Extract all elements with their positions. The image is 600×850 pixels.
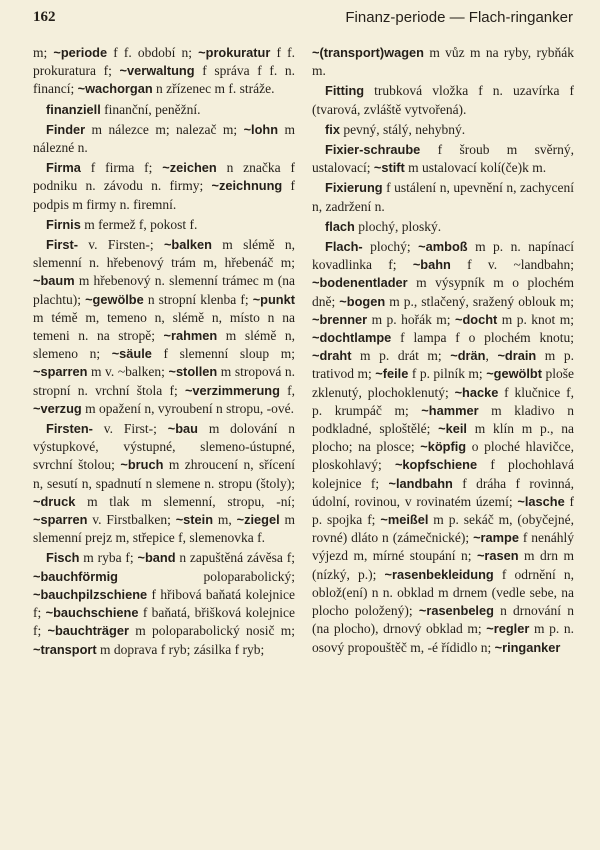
definition-text: m dolování n výstupkové, výstupné, slemeno-ústupné, svrchní štolou; <box>33 421 295 473</box>
headword: ~bruch <box>120 457 164 473</box>
headword: ~bauchpilzschiene <box>33 586 148 602</box>
headword: ~sparren <box>33 512 88 528</box>
definition-text: f firma f; <box>80 160 163 176</box>
definition-text: n zřízenec m f. stráže. <box>152 81 275 97</box>
definition-text: m témě m, temeno n, slémě n, místo n na temeni n. na stropě; <box>33 309 295 344</box>
headword: ~brenner <box>312 311 368 327</box>
definition-text: m ustalovací kolí(če)k m. <box>404 160 547 176</box>
dictionary-entry <box>312 82 574 118</box>
definition-text: f lampa f o plochém knotu; <box>391 330 574 346</box>
definition-text: f šroub m svěrný, ustalovací; <box>312 142 574 176</box>
headword: Fisch <box>46 550 80 566</box>
definition-text: m klín m p., na plocho; na plosce; <box>312 421 574 455</box>
headword: Fixier-schraube <box>325 142 421 158</box>
definition-text: f f. prokuratura f; <box>33 45 295 79</box>
definition-text: v. Firstbalken; <box>87 512 176 528</box>
headword: ~stift <box>373 160 405 176</box>
headword: Finder <box>46 121 86 137</box>
headword: ~feile <box>375 366 409 382</box>
headword: ~ziegel <box>236 512 280 528</box>
headword: ~bogen <box>339 293 386 309</box>
definition-text: m nálezce m; nalezač m; <box>85 121 244 137</box>
headword: ~hammer <box>421 402 479 418</box>
dictionary-entry <box>312 121 574 139</box>
headword: flach <box>325 218 355 234</box>
definition-text: m p. sekáč m, (obyčejné, rovné) dláto n (zámečnické); <box>312 512 574 546</box>
headword: ~zeichen <box>162 160 217 176</box>
headword: ~drain <box>497 348 537 364</box>
headword: ~verzug <box>33 400 82 416</box>
headword: ~landbahn <box>388 475 453 491</box>
headword: ~bauchträger <box>47 623 129 639</box>
headword: ~punkt <box>252 291 295 307</box>
headword: ~säule <box>111 346 152 362</box>
headword: ~transport <box>33 641 97 657</box>
definition-text: f nenáhlý výjezd m, mírné stoupání n; <box>312 530 574 564</box>
dictionary-entry <box>33 121 295 157</box>
definition-text: m p. trativod m; <box>312 348 574 382</box>
headword: ~keil <box>438 421 467 437</box>
definition-text: poloparabolický; <box>117 568 295 584</box>
definition-text: m p. drát m; <box>351 348 451 364</box>
headword: ~rampe <box>473 530 519 546</box>
headword: ~rasen <box>476 548 519 564</box>
definition-text: m slémě n, slemeno n; <box>33 328 295 362</box>
headword: ~druck <box>33 493 76 509</box>
dictionary-entry <box>33 236 295 418</box>
definition-text: f klučnice f, p. krumpáč m; <box>312 384 574 418</box>
headword: ~meißel <box>380 512 429 528</box>
dictionary-entry <box>33 216 295 234</box>
headword: ~bau <box>167 421 198 437</box>
definition-text: n zapuštěná závěsa f; <box>175 550 295 566</box>
definition-text: m p. knot m; <box>497 311 574 327</box>
definition-text: m ryba f; <box>79 550 138 566</box>
definition-text: n stropní klenba f; <box>143 291 253 307</box>
headword: Fixierung <box>325 180 383 196</box>
definition-text: m v. ~balken; <box>87 364 169 380</box>
page-number: 162 <box>33 9 56 25</box>
headword: ~prokuratur <box>198 45 271 60</box>
definition-text: m drn m (nízký, p.); <box>312 548 574 582</box>
headword: ~rahmen <box>163 328 218 344</box>
headword: ~zeichnung <box>211 178 283 194</box>
headword: ~verzimmerung <box>184 382 280 398</box>
definition-text: n drnování n (na plocho), drnový obklad m; <box>312 603 574 637</box>
headword: ~rasenbeleg <box>418 603 494 619</box>
dictionary-entry <box>312 218 574 236</box>
definition-text: v. Firsten-; <box>78 237 164 253</box>
definition-text: ploše zklenutý, plochoklenutý; <box>312 366 574 400</box>
definition-text: v. First-; <box>92 421 168 437</box>
definition-text: f p. spojka f; <box>312 493 574 528</box>
dictionary-entry <box>312 179 574 215</box>
running-title: Finanz-periode — Flach-ringanker <box>345 9 573 26</box>
definition-text: f slemenní sloup m; <box>151 346 295 362</box>
headword: First- <box>46 237 78 253</box>
definition-text: m hřebenový n. slemenní trámec m (na plachtu); <box>33 273 295 307</box>
headword: finanziell <box>46 101 101 117</box>
definition-text: pevný, stálý, nehybný. <box>339 121 466 137</box>
definition-text: f ustálení n, upevnění n, zachycení n, zadržení n. <box>312 180 574 214</box>
headword: ~bauchförmig <box>33 568 118 584</box>
dictionary-entry <box>33 101 295 119</box>
headword: ~lasche <box>517 493 565 509</box>
headword: ~kopfschiene <box>394 457 478 473</box>
definition-text: plochý, ploský. <box>354 218 442 234</box>
definition-text: m; <box>33 45 54 60</box>
headword: ~drän <box>450 348 486 364</box>
dictionary-entry <box>312 141 574 177</box>
headword: ~köpfig <box>420 439 467 455</box>
headword: ~periode <box>53 45 108 60</box>
definition-text: m doprava f ryb; zásilka f ryb; <box>96 641 265 657</box>
definition-text: finanční, peněžní. <box>100 101 201 117</box>
headword: Flach- <box>325 239 363 255</box>
dictionary-entry <box>33 549 295 658</box>
definition-text: , <box>485 348 498 364</box>
definition-text: f baňatá, břišková kolejnice f; <box>33 605 295 639</box>
definition-text: m p. n. osový propouštěč m, -é řídidlo n; <box>312 621 574 655</box>
headword: ~regler <box>486 621 530 637</box>
definition-text: m fermež f, pokost f. <box>80 216 198 232</box>
headword: fix <box>325 121 340 137</box>
headword: ~(transport)wagen <box>312 45 424 60</box>
definition-text: m výsypník m o plochém dně; <box>312 275 574 309</box>
headword: ~gewölbt <box>486 366 542 382</box>
definition-text: f správa f f. n. financí; <box>33 63 295 97</box>
headword: ~baum <box>33 273 75 289</box>
headword: ~sparren <box>33 364 88 380</box>
definition-text: m slémě n, slemenní n. hřebenový trám m, hřebenáč m; <box>33 237 295 271</box>
headword: ~bahn <box>412 257 451 273</box>
definition-text: m kladivo n podkladné, sploštělé; <box>312 402 574 437</box>
headword: ~hacke <box>454 384 499 400</box>
dictionary-entry <box>33 159 295 214</box>
definition-text: m zhroucení n, sřícení n, sesutí n, spadnutí n slemene n. stropu (štoly); <box>33 457 295 491</box>
definition-text: plochý; <box>362 239 419 255</box>
headword: ~stollen <box>168 364 218 380</box>
headword: ~lohn <box>243 121 279 137</box>
definition-text: m, <box>213 512 237 528</box>
definition-text: f odrnění n, oblož(ení) n n. obklad m drnem (vedle sebe, na plocho položený); <box>312 566 574 619</box>
definition-text: f dráha f rovinná, údolní, rovinou, v rovinatém území; <box>312 475 574 509</box>
definition-text: m p. hořák m; <box>367 311 455 327</box>
headword: Firsten- <box>46 421 93 437</box>
headword: ~verwaltung <box>119 63 195 79</box>
definition-text: f podpis m firmy n. firemní. <box>33 178 295 212</box>
running-header <box>33 9 573 31</box>
definition-text: m vůz m na ryby, rybňák m. <box>312 45 574 79</box>
dictionary-entry <box>312 238 574 657</box>
definition-text: f hřibová baňatá kolejnice f; <box>33 586 295 621</box>
definition-text: f plochohlavá kolejnice f; <box>312 457 574 491</box>
headword: ~bodenentlader <box>312 275 408 291</box>
definition-text: m opažení n, vyroubení n stropu, -ové. <box>81 400 294 416</box>
definition-text: m p. n. napínací kovadlinka f; <box>312 239 574 273</box>
definition-text: m nálezné n. <box>33 121 295 156</box>
definition-text: n značka f podniku n. závodu n. firmy; <box>33 160 295 194</box>
definition-text: m poloparabolický nosič m; <box>128 623 295 639</box>
definition-text: m slemenní prejz m, střepice f, slemenovka f. <box>33 512 295 546</box>
headword: ~gewölbe <box>85 291 144 307</box>
headword: ~docht <box>455 311 498 327</box>
left-column <box>33 44 295 834</box>
definition-text: trubková vložka f n. uzavírka f (tvarová, zvláště vytvořená). <box>312 83 574 117</box>
headword: ~rasenbekleidung <box>384 566 494 582</box>
headword: ~bauchschiene <box>45 605 139 621</box>
headword: ~stein <box>175 512 214 528</box>
definition-text: m tlak m slemenní, stropu, -ní; <box>75 493 295 509</box>
headword: ~ringanker <box>494 639 561 655</box>
definition-text: m p., stlačený, sražený oblouk m; <box>385 293 574 309</box>
headword: ~band <box>137 550 176 566</box>
right-column <box>312 44 574 834</box>
definition-text: o ploché hlavičce, ploskohlavý; <box>312 439 574 473</box>
headword: Fitting <box>325 83 365 99</box>
definition-text: f v. ~landbahn; <box>450 257 574 273</box>
headword: Firma <box>46 160 81 176</box>
dictionary-entry <box>312 44 574 80</box>
definition-text: f f. období n; <box>107 45 199 60</box>
definition-text: f p. pilník m; <box>408 366 487 382</box>
dictionary-entry <box>33 420 295 547</box>
definition-text: m stropová n. stropní n. vrchní štola f; <box>33 364 295 398</box>
headword: ~amboß <box>418 239 468 255</box>
headword: ~wachorgan <box>77 81 153 97</box>
headword: Firnis <box>46 216 81 232</box>
headword: ~balken <box>163 237 212 253</box>
definition-text: f, <box>279 382 295 398</box>
dictionary-entry <box>33 44 295 99</box>
headword: ~dochtlampe <box>312 330 392 346</box>
headword: ~draht <box>312 348 352 364</box>
